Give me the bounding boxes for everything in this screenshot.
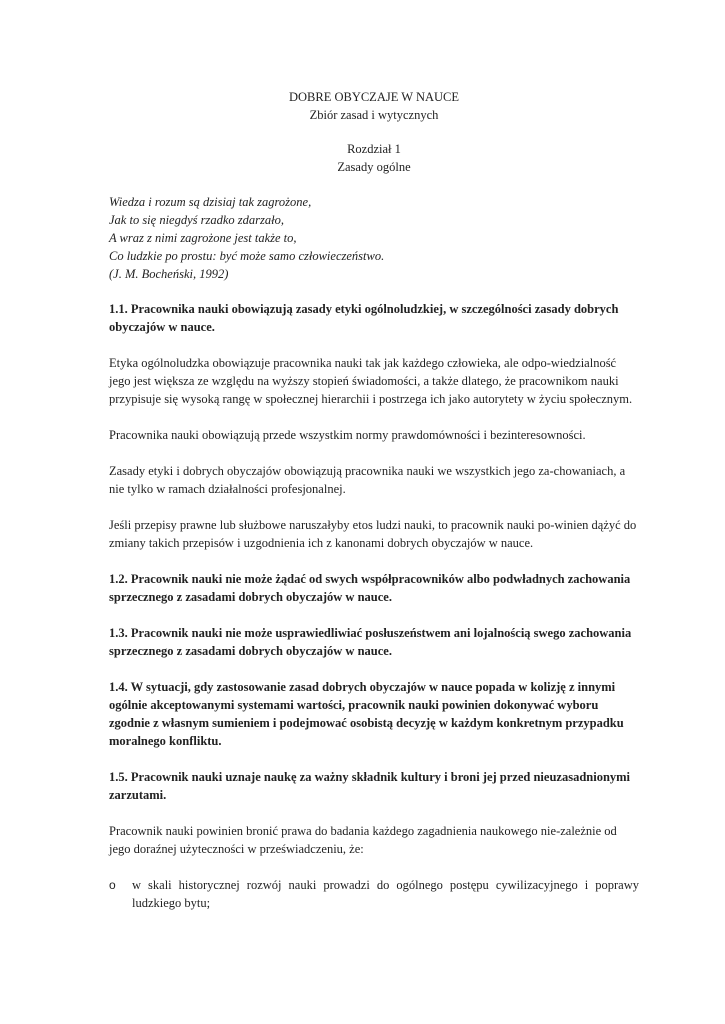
- body-paragraph: Pracownik nauki powinien bronić prawa do badania każdego zagadnienia naukowego nie-zależnie od jego doraźnej użyteczności w przeświadczeniu, że:: [109, 824, 617, 856]
- rule-1-5: 1.5. Pracownik nauki uznaje naukę za ważny składnik kultury i broni jej przed nieuzasadnionymi zarzutami.: [109, 770, 631, 802]
- motto-line: Wiedza i rozum są dzisiaj tak zagrożone,: [109, 195, 312, 209]
- motto-line: A wraz z nimi zagrożone jest także to,: [109, 231, 297, 245]
- document-subtitle: Zbiór zasad i wytycznych: [309, 108, 439, 122]
- rule-1-2: 1.2. Pracownik nauki nie może żądać od swych współpracowników albo podwładnych zachowania sprzecznego z zasadami dobrych obyczajów w nauce.: [109, 572, 631, 604]
- body-paragraph: Jeśli przepisy prawne lub służbowe naruszałyby etos ludzi nauki, to pracownik nauki po-winien dążyć do zmiany takich przepisów i uzgodnienia ich z kanonami dobrych obyczajów w nauce.: [109, 518, 637, 550]
- rule-1-3: 1.3. Pracownik nauki nie może usprawiedliwiać posłuszeństwem ani lojalnością swego zachowania sprzecznego z zasadami dobrych obyczajów w nauce.: [109, 626, 632, 658]
- title-block: [109, 88, 639, 124]
- chapter-number: Rozdział 1: [347, 142, 401, 156]
- bullet-list: [109, 876, 639, 912]
- motto-line: Jak to się niegdyś rzadko zdarzało,: [109, 213, 284, 227]
- motto-line: Co ludzkie po prostu: być może samo człowieczeństwo.: [109, 249, 385, 263]
- body-paragraph: Pracownika nauki obowiązują przede wszystkim normy prawdomówności i bezinteresowności.: [109, 428, 586, 442]
- chapter-title: Zasady ogólne: [337, 160, 411, 174]
- rule-1-1: 1.1. Pracownika nauki obowiązują zasady etyki ogólnoludzkiej, w szczególności zasady dobrych obyczajów w nauce.: [109, 302, 619, 334]
- rule-1-4: 1.4. W sytuacji, gdy zastosowanie zasad dobrych obyczajów w nauce popada w kolizję z innymi ogólnie akceptowanymi systemami wartości, pracownik nauki powinien dokonywać wyboru zgodnie z własnym sumieniem i podejmować osobistą decyzję w każdym konkretnym przypadku moralnego konfliktu.: [109, 680, 624, 748]
- motto-attribution: (J. M. Bocheński, 1992): [109, 267, 229, 281]
- body-paragraph: Zasady etyki i dobrych obyczajów obowiązują pracownika nauki we wszystkich jego za-chowaniach, a nie tylko w ramach działalności profesjonalnej.: [109, 464, 626, 496]
- list-item-text: w skali historycznej rozwój nauki prowadzi do ogólnego postępu cywilizacyjnego i poprawy ludzkiego bytu;: [132, 878, 639, 910]
- motto-quote: [109, 193, 639, 283]
- list-item: [109, 876, 639, 912]
- chapter-heading: [109, 140, 639, 176]
- document-title: DOBRE OBYCZAJE W NAUCE: [288, 90, 460, 104]
- bullet-circle-icon: o: [109, 878, 116, 892]
- body-paragraph: Etyka ogólnoludzka obowiązuje pracownika nauki tak jak każdego człowieka, ale odpo-wiedzialność jego jest większa ze względu na wyższy stopień świadomości, a także dlatego, że pracownikom nauki przypisuje się wysoką rangę w społecznej hierarchii i postrzega ich jako autorytety w życiu społecznym.: [109, 356, 633, 406]
